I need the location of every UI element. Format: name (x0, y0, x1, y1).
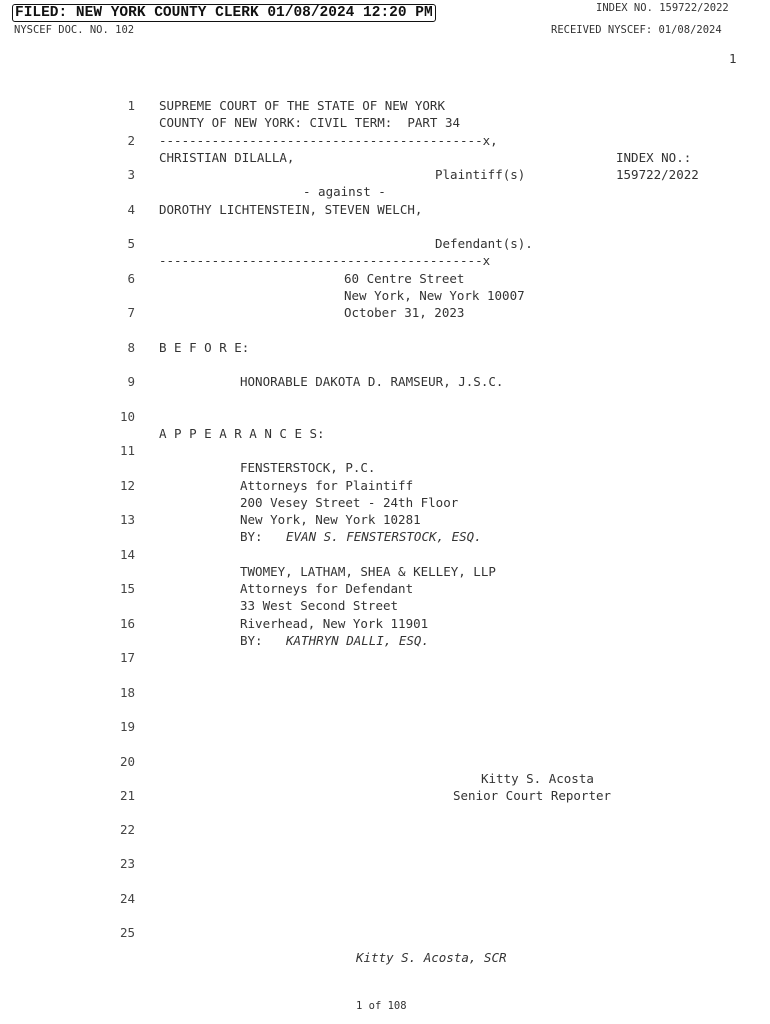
line-number: 10 (119, 409, 135, 424)
line-number: 21 (119, 788, 135, 803)
defendant-attorney: KATHRYN DALLI, ESQ. (286, 633, 429, 648)
line-number: 25 (119, 925, 135, 940)
plaintiff-firm-address1: 200 Vesey Street - 24th Floor (240, 495, 459, 510)
caption-divider-top: -------------------------------------------x, (159, 133, 498, 148)
page-count: 1 of 108 (356, 1000, 407, 1012)
defendant-firm-role: Attorneys for Defendant (240, 581, 414, 596)
received-date: RECEIVED NYSCEF: 01/08/2024 (551, 24, 722, 36)
line-number: 9 (127, 374, 135, 389)
index-number: INDEX NO. 159722/2022 (596, 2, 729, 14)
plaintiff-firm-role: Attorneys for Plaintiff (240, 478, 414, 493)
defendant-role: Defendant(s). (435, 236, 533, 251)
line-number: 7 (127, 305, 135, 320)
defendant-firm-name: TWOMEY, LATHAM, SHEA & KELLEY, LLP (240, 564, 496, 579)
line-number: 2 (127, 133, 135, 148)
line-number: 1 (127, 98, 135, 113)
line-number: 15 (119, 581, 135, 596)
hearing-date: October 31, 2023 (344, 305, 465, 320)
doc-number: NYSCEF DOC. NO. 102 (14, 24, 135, 36)
line-number: 13 (119, 512, 135, 527)
index-label: INDEX NO.: (616, 150, 692, 165)
location-street: 60 Centre Street (344, 271, 465, 286)
plaintiff-role: Plaintiff(s) (435, 167, 526, 182)
line-number: 8 (127, 340, 135, 355)
page-number: 1 (729, 51, 737, 66)
reporter-name: Kitty S. Acosta (481, 771, 594, 786)
against: - against - (303, 184, 386, 199)
line-number: 6 (127, 271, 135, 286)
plaintiff-firm-name: FENSTERSTOCK, P.C. (240, 460, 376, 475)
defendant-firm-address2: Riverhead, New York 11901 (240, 616, 429, 631)
location-city: New York, New York 10007 (344, 288, 525, 303)
reporter-signature: Kitty S. Acosta, SCR (356, 950, 507, 965)
line-number: 11 (119, 443, 135, 458)
county-term: COUNTY OF NEW YORK: CIVIL TERM: PART 34 (159, 115, 461, 130)
line-number: 14 (119, 547, 135, 562)
line-number: 23 (119, 856, 135, 871)
line-number: 16 (119, 616, 135, 631)
line-number: 5 (127, 236, 135, 251)
line-number: 17 (119, 650, 135, 665)
line-number: 24 (119, 891, 135, 906)
line-number: 20 (119, 754, 135, 769)
court-name: SUPREME COURT OF THE STATE OF NEW YORK (159, 98, 445, 113)
line-number: 4 (127, 202, 135, 217)
line-number: 12 (119, 478, 135, 493)
appearances-heading: A P P E A R A N C E S: (159, 426, 325, 441)
defendant-by-label: BY: (240, 633, 263, 648)
plaintiff-attorney: EVAN S. FENSTERSTOCK, ESQ. (286, 529, 482, 544)
line-number: 22 (119, 822, 135, 837)
reporter-title: Senior Court Reporter (453, 788, 612, 803)
before-heading: B E F O R E: (159, 340, 250, 355)
plaintiff-firm-address2: New York, New York 10281 (240, 512, 421, 527)
index-value: 159722/2022 (616, 167, 699, 182)
judge-name: HONORABLE DAKOTA D. RAMSEUR, J.S.C. (240, 374, 504, 389)
line-number: 18 (119, 685, 135, 700)
line-number: 3 (127, 167, 135, 182)
filed-stamp: FILED: NEW YORK COUNTY CLERK 01/08/2024 12:20 PM (12, 4, 436, 22)
plaintiff-by-label: BY: (240, 529, 263, 544)
line-number: 19 (119, 719, 135, 734)
caption-divider-bottom: -------------------------------------------x (159, 253, 491, 268)
defendant-firm-address1: 33 West Second Street (240, 598, 399, 613)
defendant-names: DOROTHY LICHTENSTEIN, STEVEN WELCH, (159, 202, 423, 217)
plaintiff-name: CHRISTIAN DILALLA, (159, 150, 295, 165)
